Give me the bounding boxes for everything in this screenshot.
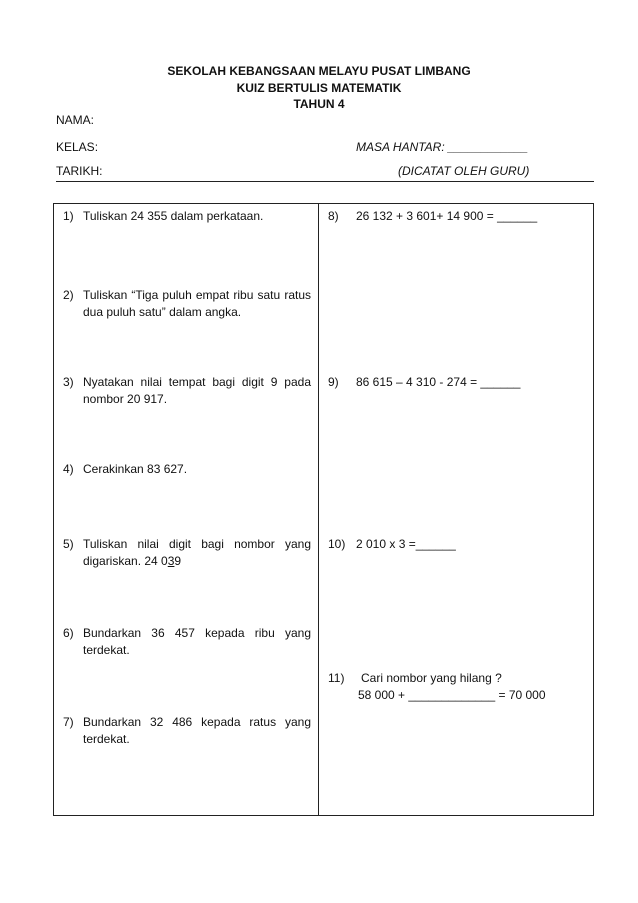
tarikh-label: TARIKH: bbox=[56, 164, 103, 178]
header-divider bbox=[56, 181, 594, 182]
question-text: Nyatakan nilai tempat bagi digit 9 pada nombor 20 917. bbox=[83, 375, 311, 406]
question-text bbox=[83, 536, 311, 570]
column-divider bbox=[318, 203, 319, 816]
masa-hantar-label: MASA HANTAR: ____________ bbox=[356, 140, 529, 154]
question-number: 4) bbox=[63, 462, 74, 476]
underlined-digit: 3 bbox=[167, 554, 175, 568]
question-number: 9) bbox=[328, 375, 339, 389]
question-number: 1) bbox=[63, 209, 74, 223]
question-text-main: Tuliskan nilai digit bagi nombor yang digariskan. 24 0 bbox=[83, 537, 311, 568]
question-number: 10) bbox=[328, 537, 346, 551]
question-number: 5) bbox=[63, 537, 74, 551]
question-text-end: 9 bbox=[174, 554, 182, 568]
question-text: Cerakinkan 83 627. bbox=[83, 462, 188, 476]
question-text: 86 615 – 4 310 - 274 = ______ bbox=[356, 375, 521, 389]
question-text: Cari nombor yang hilang ? bbox=[361, 671, 502, 685]
question-number: 7) bbox=[63, 715, 74, 729]
quiz-title: KUIZ BERTULIS MATEMATIK bbox=[236, 81, 402, 95]
grade-level: TAHUN 4 bbox=[293, 97, 345, 111]
question-number: 8) bbox=[328, 209, 339, 223]
question-text: 26 132 + 3 601+ 14 900 = ______ bbox=[356, 209, 538, 223]
question-equation: 58 000 + _____________ = 70 000 bbox=[358, 688, 546, 702]
school-name: SEKOLAH KEBANGSAAN MELAYU PUSAT LIMBANG bbox=[167, 64, 471, 78]
question-text: 2 010 x 3 =______ bbox=[356, 537, 456, 551]
question-text: Bundarkan 32 486 kepada ratus yang terdekat. bbox=[83, 715, 311, 746]
question-number: 3) bbox=[63, 375, 74, 389]
question-number: 11) bbox=[328, 671, 345, 685]
question-number: 2) bbox=[63, 288, 74, 302]
question-text: Bundarkan 36 457 kepada ribu yang terdekat. bbox=[83, 626, 311, 657]
question-text: Tuliskan “Tiga puluh empat ribu satu ratus dua puluh satu” dalam angka. bbox=[83, 288, 311, 319]
nama-label: NAMA: bbox=[56, 113, 95, 127]
question-number: 6) bbox=[63, 626, 74, 640]
dicatat-label: (DICATAT OLEH GURU) bbox=[398, 164, 530, 178]
kelas-label: KELAS: bbox=[56, 140, 99, 154]
question-text: Tuliskan 24 355 dalam perkataan. bbox=[83, 209, 264, 223]
